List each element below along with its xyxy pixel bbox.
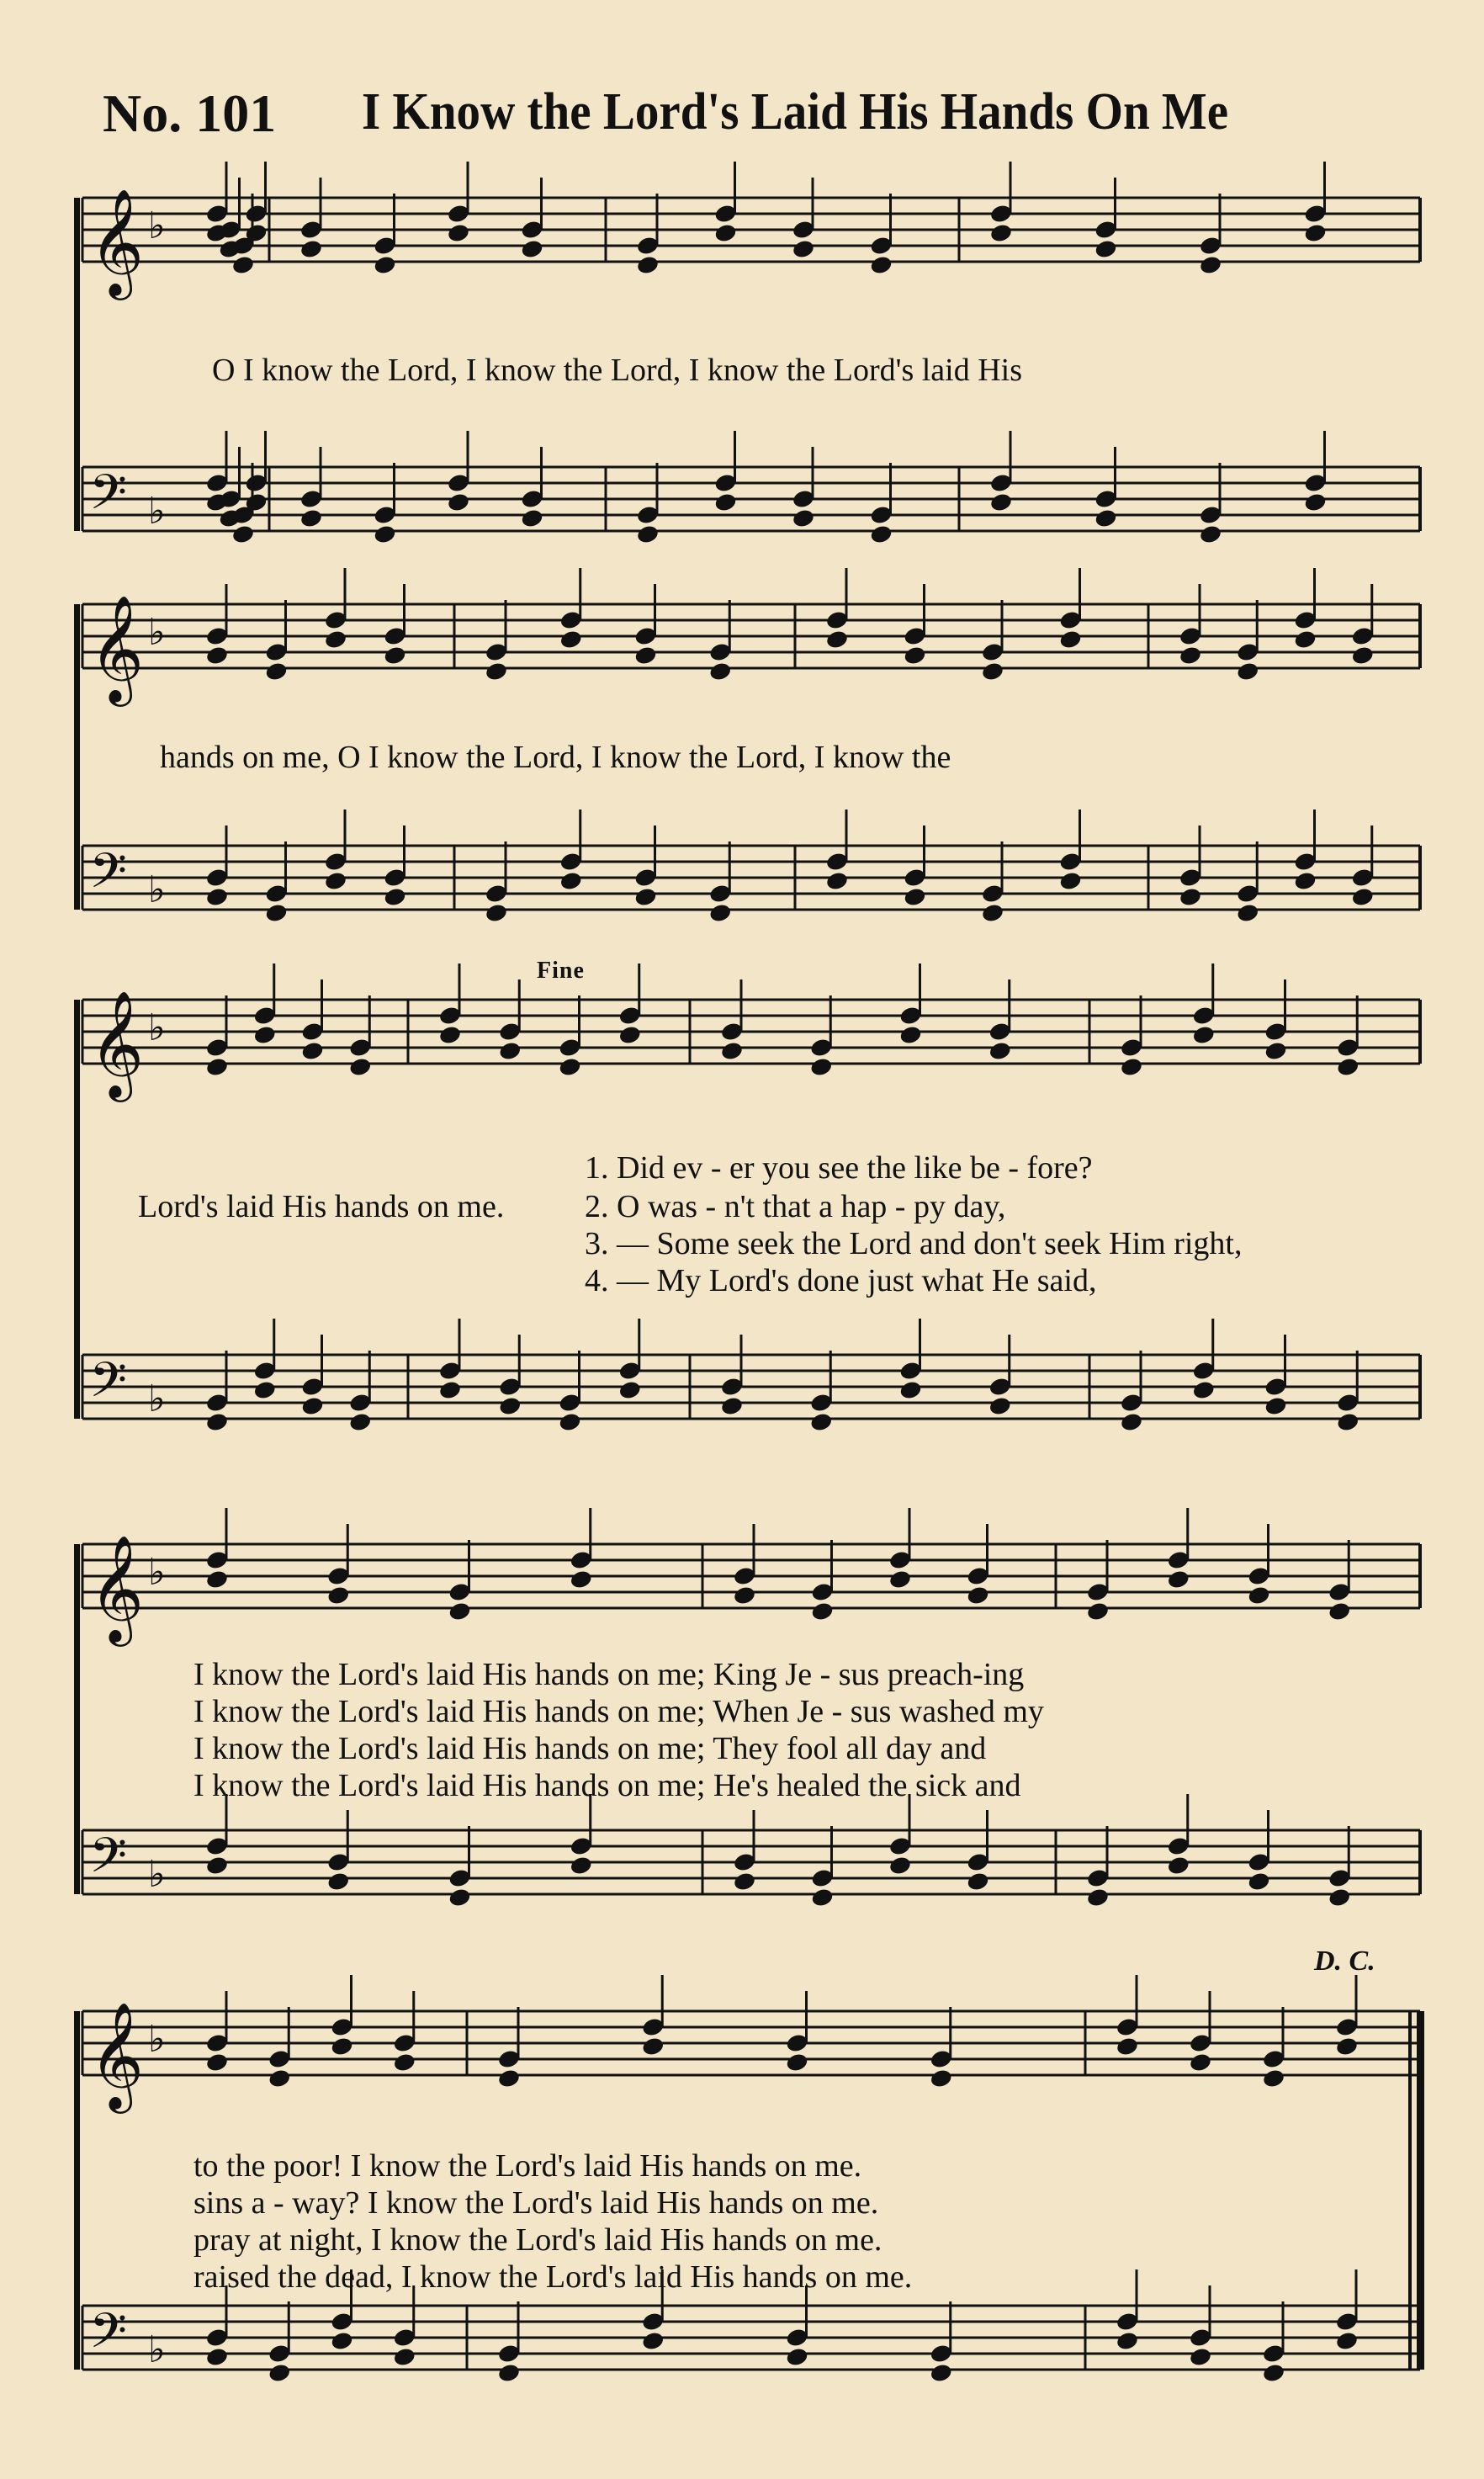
treble-clef-icon: 𝄞 [89, 1534, 145, 1642]
flat-sign-icon: ♭ [148, 204, 166, 247]
note-head [792, 507, 816, 528]
note-head [300, 1395, 325, 1416]
note-head [988, 1040, 1012, 1061]
flat-sign-icon: ♭ [148, 611, 166, 654]
note-head [1336, 1411, 1360, 1432]
flat-sign-icon: ♭ [148, 490, 166, 533]
note-head [1328, 1600, 1352, 1622]
note-head [205, 645, 230, 666]
note-head [733, 1585, 757, 1606]
note-head [448, 1600, 472, 1622]
note-head [1264, 1040, 1288, 1061]
note-head [809, 1411, 834, 1432]
bass-clef-icon: 𝄢 [89, 2302, 128, 2371]
note-head [520, 507, 544, 528]
flat-sign-icon: ♭ [148, 1006, 166, 1049]
note-head [205, 1569, 230, 1590]
bass-clef-icon: 𝄢 [89, 1827, 128, 1896]
note-head [1264, 1395, 1288, 1416]
note-head [713, 491, 738, 512]
note-head [617, 1379, 642, 1400]
note-head [966, 1871, 990, 1892]
note-head [497, 2068, 522, 2089]
flat-sign-icon: ♭ [148, 1853, 166, 1896]
note-head [330, 2330, 354, 2351]
note-head [1293, 870, 1317, 891]
note-head [383, 886, 407, 907]
note-head [1094, 507, 1118, 528]
hymn-number: No. 101 [103, 83, 277, 143]
note-head [268, 2068, 292, 2089]
note-head [810, 1600, 835, 1622]
note-head [438, 1024, 463, 1045]
note-head [485, 902, 509, 923]
lyric-line-2: hands on me, O I know the Lord, I know the Lord, I know the [160, 740, 951, 775]
note-head [326, 1585, 351, 1606]
treble-clef-icon: 𝄞 [89, 188, 145, 295]
note-head [558, 1056, 582, 1077]
note-head [1166, 1569, 1190, 1590]
note-head [1179, 886, 1203, 907]
refrain-end-lyric: Lord's laid His hands on me. [138, 1189, 505, 1224]
note-head [869, 523, 893, 544]
verse1-lyric-a: 1. Did ev - er you see the like be - fore? [585, 1150, 1093, 1186]
note-head [825, 870, 850, 891]
note-head [1189, 2052, 1213, 2073]
note-head [898, 1379, 923, 1400]
note-head [252, 1024, 277, 1045]
note-head [989, 491, 1014, 512]
note-head [929, 2068, 953, 2089]
final-barline [1417, 2011, 1424, 2370]
note-head [1191, 1024, 1216, 1045]
note-head [252, 1379, 277, 1400]
note-head [988, 1395, 1012, 1416]
note-head [324, 629, 348, 650]
note-head [733, 1871, 757, 1892]
note-head [559, 870, 583, 891]
note-head [1247, 1871, 1271, 1892]
note-head [569, 1855, 593, 1876]
note-head [1058, 629, 1083, 650]
verse4-lyric-a: 4. — My Lord's done just what He said, [585, 1263, 1097, 1298]
bass-clef-icon: 𝄢 [89, 464, 128, 533]
note-head [205, 886, 230, 907]
note-head [569, 1569, 593, 1590]
note-head [1328, 1887, 1352, 1908]
note-head [641, 2036, 665, 2057]
system-bracket [74, 604, 80, 910]
verse1-lyric-c: to the poor! I know the Lord's laid His hands on me. [193, 2148, 862, 2184]
note-head [299, 507, 324, 528]
verse3-lyric-a: 3. — Some seek the Lord and don't seek Him right, [585, 1226, 1243, 1261]
note-head [633, 645, 658, 666]
note-head [1350, 886, 1375, 907]
note-head [268, 2362, 292, 2383]
note-head [888, 1855, 913, 1876]
note-head [636, 254, 660, 275]
note-head [392, 2346, 416, 2367]
note-head [1336, 1056, 1360, 1077]
note-head [1166, 1855, 1190, 1876]
note-head [1179, 645, 1203, 666]
bass-clef-icon: 𝄢 [89, 842, 128, 911]
final-barline [1408, 2011, 1412, 2370]
note-head [373, 254, 397, 275]
note-head [324, 870, 348, 891]
note-head [498, 1395, 522, 1416]
verse2-lyric-a: 2. O was - n't that a hap - py day, [585, 1189, 1006, 1224]
note-head [1262, 2068, 1286, 2089]
verse4-lyric-b: I know the Lord's laid His hands on me; He's healed the sick and [193, 1768, 1021, 1803]
note-head [989, 222, 1014, 243]
note-head [231, 254, 256, 275]
note-head [1116, 2036, 1140, 2057]
note-head [898, 1024, 923, 1045]
note-head [330, 2036, 354, 2057]
verse4-lyric-c: raised the dead, I know the Lord's laid His hands on me. [193, 2259, 913, 2295]
note-head [981, 902, 1005, 923]
note-head [348, 1056, 373, 1077]
note-head [1303, 222, 1328, 243]
note-head [1086, 1887, 1110, 1908]
note-head [1199, 254, 1223, 275]
note-head [205, 2346, 230, 2367]
hymn-title: I Know the Lord's Laid His Hands On Me [362, 83, 1229, 141]
treble-clef-icon: 𝄞 [89, 990, 145, 1097]
verse2-lyric-c: sins a - way? I know the Lord's laid His hands on me. [193, 2185, 879, 2221]
note-head [383, 645, 407, 666]
note-head [1236, 902, 1260, 923]
note-head [392, 2052, 416, 2073]
note-head [636, 523, 660, 544]
note-head [785, 2346, 809, 2367]
note-head [231, 523, 256, 544]
note-head [373, 523, 397, 544]
note-head [966, 1585, 990, 1606]
note-head [1191, 1379, 1216, 1400]
verse3-lyric-c: pray at night, I know the Lord's laid His hands on me. [193, 2222, 882, 2258]
note-head [299, 238, 324, 259]
note-head [633, 886, 658, 907]
note-head [810, 1887, 835, 1908]
note-head [447, 491, 471, 512]
note-head [708, 661, 733, 682]
note-head [264, 661, 289, 682]
flat-sign-icon: ♭ [148, 2328, 166, 2371]
note-head [825, 629, 850, 650]
note-head [1293, 629, 1317, 650]
note-head [438, 1379, 463, 1400]
note-head [720, 1040, 745, 1061]
note-head [641, 2330, 665, 2351]
verse3-lyric-b: I know the Lord's laid His hands on me; They fool all day and [193, 1731, 987, 1766]
note-head [903, 645, 927, 666]
note-head [300, 1040, 325, 1061]
note-head [1189, 2346, 1213, 2367]
note-head [1335, 2036, 1359, 2057]
flat-sign-icon: ♭ [148, 868, 166, 911]
note-head [1086, 1600, 1110, 1622]
note-head [903, 886, 927, 907]
note-head [447, 222, 471, 243]
note-head [1350, 645, 1375, 666]
note-head [713, 222, 738, 243]
note-head [929, 2362, 953, 2383]
note-head [520, 238, 544, 259]
bass-clef-icon: 𝄢 [89, 1351, 128, 1420]
note-head [498, 1040, 522, 1061]
system-bracket [74, 1000, 80, 1419]
note-head [1058, 870, 1083, 891]
system-bracket [74, 198, 80, 531]
system-bracket [74, 1544, 80, 1894]
note-head [448, 1887, 472, 1908]
fine-mark: Fine [537, 958, 585, 984]
note-head [205, 2052, 230, 2073]
verse2-lyric-b: I know the Lord's laid His hands on me; When Je - sus washed my [193, 1694, 1044, 1729]
note-head [1236, 661, 1260, 682]
note-head [264, 902, 289, 923]
flat-sign-icon: ♭ [148, 2018, 166, 2061]
system-bracket [74, 2011, 80, 2370]
verse1-lyric-b: I know the Lord's laid His hands on me; King Je - sus preach-ing [193, 1657, 1025, 1692]
dc-mark: D. C. [1314, 1946, 1375, 1977]
note-head [809, 1056, 834, 1077]
note-head [1094, 238, 1118, 259]
note-head [558, 1411, 582, 1432]
note-head [888, 1569, 913, 1590]
lyric-line-1: O I know the Lord, I know the Lord, I know the Lord's laid His [212, 353, 1023, 388]
note-head [205, 1855, 230, 1876]
flat-sign-icon: ♭ [148, 1551, 166, 1594]
note-head [1199, 523, 1223, 544]
note-head [1120, 1411, 1144, 1432]
note-head [205, 1411, 230, 1432]
note-head [497, 2362, 522, 2383]
note-head [348, 1411, 373, 1432]
note-head [1335, 2330, 1359, 2351]
note-head [205, 1056, 230, 1077]
flat-sign-icon: ♭ [148, 1378, 166, 1420]
note-head [785, 2052, 809, 2073]
note-head [485, 661, 509, 682]
note-head [1303, 491, 1328, 512]
treble-clef-icon: 𝄞 [89, 2001, 145, 2109]
note-head [1120, 1056, 1144, 1077]
note-head [720, 1395, 745, 1416]
note-head [792, 238, 816, 259]
note-head [1247, 1585, 1271, 1606]
note-head [326, 1871, 351, 1892]
note-head [708, 902, 733, 923]
note-head [981, 661, 1005, 682]
note-head [559, 629, 583, 650]
note-head [1262, 2362, 1286, 2383]
note-head [617, 1024, 642, 1045]
note-head [1116, 2330, 1140, 2351]
treble-clef-icon: 𝄞 [89, 594, 145, 702]
note-head [869, 254, 893, 275]
